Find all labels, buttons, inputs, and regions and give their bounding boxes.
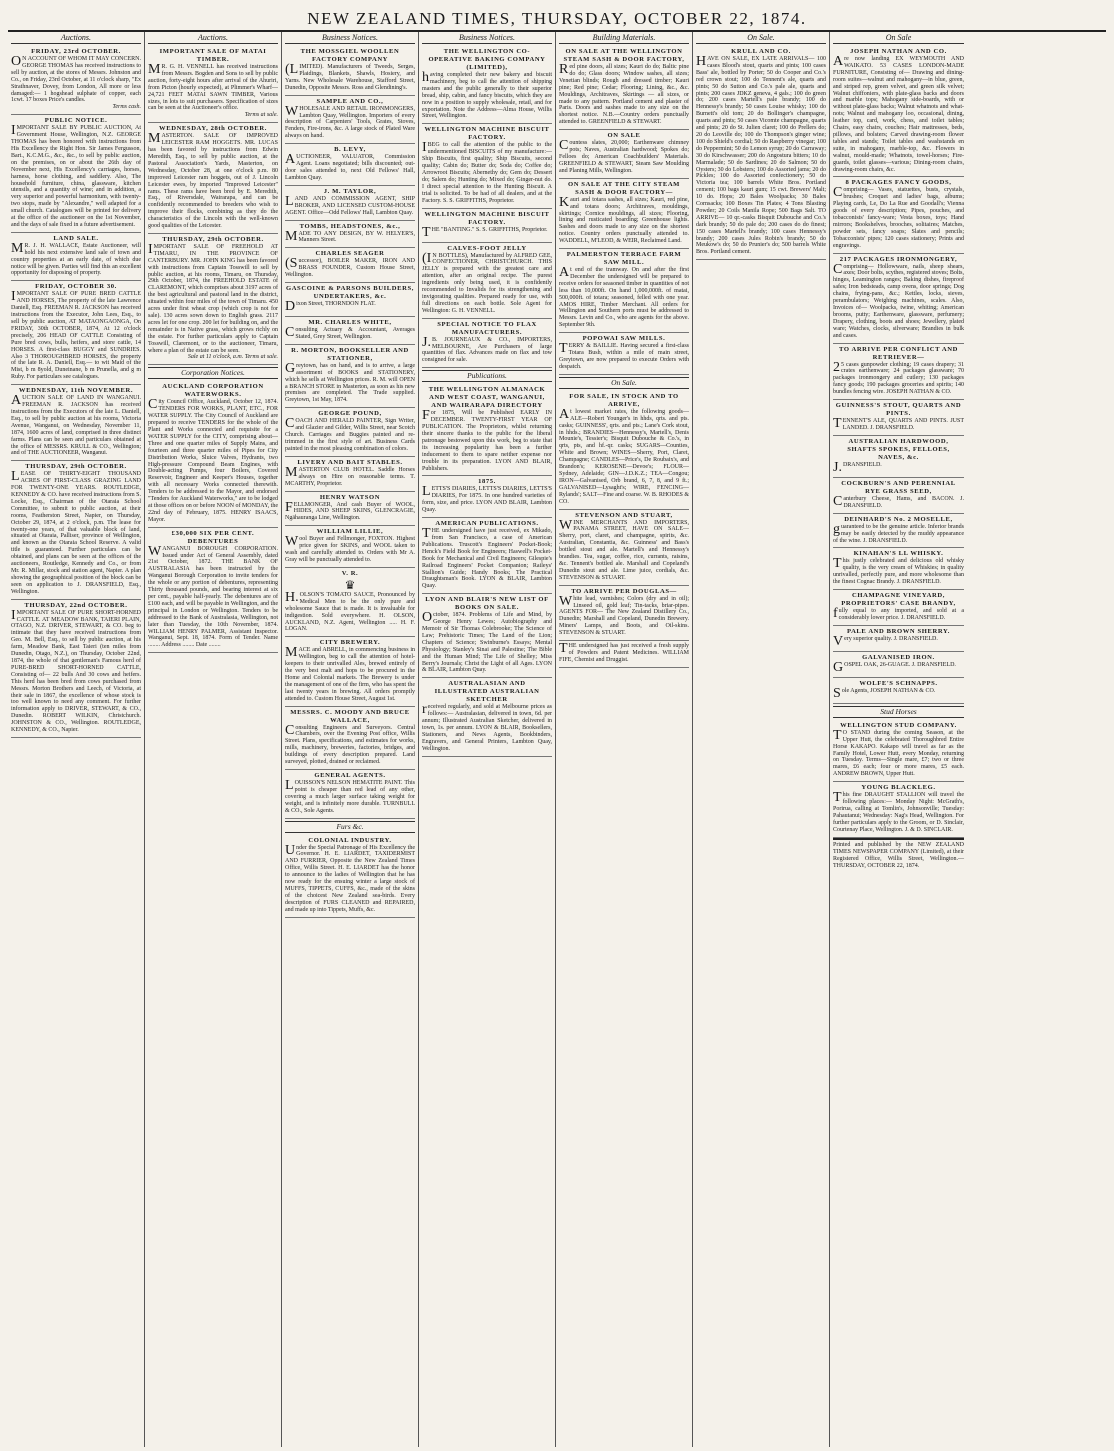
ad-title: WILLIAM LILLIE, [316,528,384,536]
advertisement [148,123,278,234]
advertisement [148,234,278,365]
advertisement [285,835,415,918]
ad-title: STEVENSON AND STUART, [575,511,673,519]
advertisement [285,568,415,637]
ad-body: COACH AND HERALD PAINTER, Sign Writer, and Glazier and Gilder, Willis Street, near Scotch Church. Carriages and Buggies painted and re-trimmed in the first style of art. Business Cards painted in the most pleasing combination of colors. [285,416,415,452]
advertisement [833,514,964,549]
advertisement [422,46,552,124]
advertisement [833,46,964,177]
printer-imprint: Printed and published by the NEW ZEALAND TIMES NEWSPAPER COMPANY (Limited), at their Registered Office, Willis Street, Wellington.—THURSDAY, OCTOBER 22, 1874. [833,838,964,870]
advertisement [833,590,964,626]
advertisement [833,254,964,344]
ad-body: TENNENT'S ALE, QUARTS AND PINTS. JUST LANDED. J. DRANSFIELD. [833,416,964,432]
column-6 [693,32,830,1447]
ad-title: ON SALE AT THE WELLINGTON STEAM SASH & DOOR FACTORY, [563,48,685,63]
ad-title: PUBLIC NOTICE. [44,117,108,125]
advertisement [559,46,689,130]
advertisement [285,46,415,96]
ad-body: For 1875, Will be Published EARLY IN DECEMBER. TWENTY-FIRST YEAR OF PUBLICATION. The Proprietors, whilst returning their sincere thanks to the public for the liberal patronage bestowed upon this work, beg to state that its increasing popularity has been a further inducement to them to spare neither expense nor trouble in its preparation. LYON AND BLAIR, Publishers. [422,408,552,472]
advertisement [559,249,689,333]
ad-title: COLONIAL INDUSTRY. [308,836,392,844]
ad-title: TO ARRIVE PER CONFLICT AND RETRIEVER— [838,345,959,361]
ad-title: ON SALE AT THE CITY STEAM SASH & DOOR FACTORY— [567,180,681,196]
ad-title: GALVANISED IRON. [862,653,935,661]
column-heading: On Sale. [696,32,826,44]
ad-body: J.DRANSFIELD. [833,459,882,475]
ad-body: AUCTION SALE OF LAND IN WANGANUI. FREEMAN R. JACKSON has received instructions from the Executors of the late L. Daniell, Esq., to sell by public auction at his rooms, Victoria Avenue, Wanganui, on Wednesday, November 11, 1874, 1600 acres of land, comprised in three distinct farms. Plans can be seen and particulars obtained at the office of MESSRS. KRULL & CO., Wellington; and of THE AUCTIONEER, Wanganui. [11,393,141,457]
ad-title: THURSDAY, 22nd OCTOBER. [24,601,128,609]
ad-title: LIVERY AND BAIT STABLES. [297,458,403,466]
ad-title: CHARLES SEAGER [315,250,385,258]
column-3 [282,32,419,1447]
ad-body: FELLMONGER, And cash Buyer of WOOL, HIDES, AND SHEEP SKINS, GLENCRAGIE, Ngāhauranga Line, Wellington. [285,499,415,522]
ad-title: COCKBURN'S AND PERENNIAL RYE GRASS SEED, [841,479,956,495]
advertisement [285,457,415,492]
ad-title: JOSEPH NATHAN AND CO. [850,48,947,55]
ad-title: LAND SALE. [53,234,99,242]
ad-title: HENRY WATSON [319,493,381,501]
ad-title: B. LEVY, [334,146,366,154]
advertisement [422,209,552,243]
ad-body: MR. G. H. VENNELL has received instructions from Messrs. Bogden and Sons to sell by public auction, forty-eight hours after arrival of the Ahuriri, from Picton (hourly expected), at Plimmer's Wharf— 24,721 FEET MATAI SAWN TIMBER, Various sizes, in lots to suit purchasers. Specification of sizes can be seen at the Auctioneer's office. [148,62,278,112]
column-4 [419,32,556,1447]
ad-title: R. MORTON, BOOKSELLER AND STATIONER, [291,346,409,362]
advertisement [285,408,415,457]
ad-body: THE undersigned has just received a fresh supply of Powders and Patent Medicines. WILLIAM FIFE, Chemist and Druggist. [559,641,689,663]
ad-title: 8 PACKAGES FANCY GOODS, [845,179,952,187]
ad-body: Comprising— Hollowware, nails, sheep shears, axes; Door bolts, scythes, registered stoves; Bolts, hinges, Leamington ranges; Baking dishes, fireproof safes; Iron bedsteads, camp ovens, door springs; Dog chains, frying-pans, &c.; Kettles, locks, sieves, perambulators; Weighing machines, scales. Also, Invoices of— Woolpacks, twine, whiting; American brooms, putty; Earthenware, glassware, perfumery; Drapery, clothing, boots and shoes; Jewellery, plated ware; Watches, clocks, silverware; Brandies in bulk and cases. [833,261,964,339]
ad-title: WEDNESDAY, 11th NOVEMBER. [18,387,134,395]
ad-title: IMPORTANT SALE OF MATAI TIMBER. [159,48,267,63]
ad-title: KINAHAN'S LL WHISKY. [853,550,944,558]
ad-body: WINE MERCHANTS AND IMPORTERS, PANAMA STREET, HAVE ON SALE— Sherry, port, claret, and champagne, spirits, &c. Australian, Constantia, &c. Guinness' and Bass's bottled stout and ale. Martell's and Hennessy's brandies. Tea, sugar, coffee, rice, currants, raisins, &c. Tennent's bottled ale. Marshall and Copeland's Dunedin stout and ale. Lime juice, cordials, &c. STEVENSON & STUART. [559,517,689,581]
ad-body: LOUISSON'S NELSON HEMATITE PAINT. This point is cheaper than red lead of any other, covering a much larger surface taking weight for weight, and is infinitely more durable. TURNBULL & CO., Sole Agents. [285,778,415,814]
ad-body: Red pine doors, all sizes; Kauri do do; Baltic pine do do; Glass doors; Window sashes, all sizes; Venetian blinds; Rough and dressed timber; Kauri pine; Red pine; Cedar; Flooring; Lining, &c., &c. Mouldings, Architraves, Skirtings — all sizes, or made to any pattern. Portland cement and plaster of Paris. Doors and sashes made to any size on the shortest notice. N.B.—Country orders punctually attended to. GREENFIELD & STEWART. [559,62,689,126]
ad-title: THE MOSSGIEL WOOLLEN FACTORY COMPANY [300,48,400,63]
ad-body: AUCTIONEER, VALUATOR, Commission Agent. Loans negotiated; bills discounted; out-door sales attended to, next Old Fellows' Hall, Lambton Quay. [285,152,415,181]
masthead: NEW ZEALAND TIMES, THURSDAY, OCTOBER 22, 1874. [8,8,1106,32]
section-heading: Furs &c. [285,821,415,833]
ad-body: This fine DRAUGHT STALLION will travel the following places:— Monday Night: McGrath's, Porirua, calling at Tomlin's, Johnsonville; Tuesday: Pahautanui; Wednesday: Nag's Head, Wellington. For further particulars apply to the Groom, or D. Sinclair, Courtenay Place, Wellington. J. & D. SINCLAIR. [833,790,964,833]
ad-title: THE WELLINGTON CO-OPERATIVE BAKING COMPANY (LIMITED), [428,48,546,71]
ad-body: ON ACCOUNT OF WHOM IT MAY CONCERN. GEORGE THOMAS has received instructions to sell by auction, at the stores of Messrs. Johnston and Co., on Friday, 23rd October, at 11 o'clock sharp, "Ex Strathnaver, Dovey, from London, All more or less damaged:— 1 hogshead sulphate of copper, each 1cwt. 17 boxes Price's candles. [11,54,141,104]
ad-body: Consulting Engineers and Surveyors. Central Chambers, over the Evening Post office, Willis Street. Plans, specifications, and estimates for works, mills, machinery, breweries, factories, bridges, and buildings of every description prepared. Land surveyed, plotted, drained or reclaimed. [285,722,415,766]
advertisement [285,144,415,186]
advertisement [559,130,689,179]
column-heading: On Sale [833,32,964,44]
ad-body: IBEG to call the attention of the public to the undermentioned BISCUITS of my manufacture:— Ship Biscuits, first quality; Ship Biscuits, second quality; Cabin do; Butter do; Soda do; Coffee do; Arrowroot Biscuits; Abernethy do; Gem do; Dessert do; Salem do; Hunting do; Mixed do; Ginger-nut do. I direct special attention to the Hunting Biscuit. A trial is solicited. To be had of all dealers, and at the Factory. S. S. GRIFFITHS, Proprietor. [422,140,552,204]
advertisement [833,436,964,478]
ad-body: Are now landing EX WEYMOUTH AND WAIKATO. 53 CASES LONDON-MADE FURNITURE, Consisting of— Drawing and dining-room suites—walnut and mahogany—in blue, green, and striped rep, green velvet, and green silk velvet; Walnut chiffoniers, with plate-glass backs and doors and marble tops; Mahogany side-boards, with or without plate-glass backs; Walnut whatnots and what-nots; Walnut and mahogany loo, occasional, dining, leather top, card, work, chess, and toilet tables; Chairs, easy chairs, couches; Hair mattresses, beds, pillows, and bolsters; Carved drawing-room flower tables and stands; Toilet tables and washstands en suite, in mahogany, marble-top, &c. Flowers in walnut, mould-made; Whatnots, towel-horses; Fire-guards, toilet glasses—various; Dining-room chairs, drawing-room chairs, &c. [833,54,964,173]
advertisement [11,46,141,115]
advertisement [11,115,141,233]
ad-body: Wool Buyer and Fellmonger, FOXTON. Highest price given for SKINS, and WOOL taken to wash and carefully attended to. Orders with Mr A. Gray will be punctually attended to. [285,534,415,563]
ad-title: V. R. [341,569,359,577]
section-heading: Stud Horses [833,706,964,718]
ad-body: MADE TO ANY DESIGN, BY W. HELYER'S, Manners Street. [285,228,415,244]
column-heading: Building Materials. [559,32,689,44]
ad-title: POPOWAI SAW MILLS. [582,335,666,343]
ad-title: FRIDAY, OCTOBER 30. [35,283,117,291]
advertisement [285,96,415,145]
ad-title: CHAMPAGNE VINEYARD, PROPRIETORS' CASE BRANDY, [841,592,956,608]
advertisement [422,124,552,208]
ad-title: WELLINGTON STUD COMPANY. [840,721,957,729]
advertisement [11,281,141,385]
advertisement [285,492,415,527]
advertisement [696,46,826,260]
ad-body: fully equal to any imported, and sold at a considerably lower price. J. DRANSFIELD. [833,606,964,622]
advertisement [285,637,415,706]
ad-body: MASTERTON. SALE OF IMPROVED LEICESTER RAM HOGGETS. MR. LUCAS has been favored by instructions from Edwin Meredith, Esq., to sell by public auction, at the Pastoral Association's Yards, Masterton, on Wednesday, October 28, at one o'clock p.m. 80 improved Leicester ram hoggets, out of J. Lincoln Leicester ewes, by imported "Improved Leicester" rams. These rams have been bred by E. Meredith, Esq., of Riversdale, Wairarapa, and can be confidently recommended to breeders who wish to improve their flocks, combining as they do the characteristics of the Lincoln with the well-known good qualities of the Leicester. [148,131,278,230]
ad-body: TERRY & BAILLIE. Having secured a first-class Totara Bush, within a mile of main street, Greytown, are now prepared to execute Orders with despatch. [559,341,689,370]
ad-body: Under the Special Patronage of His Excellency the Governor. H. E. LIARDET, TAXIDERMIST AND FURRIER, Opposite the New Zealand Times Office, Willis Street. H. E. LIARDET has the honor to announce to the ladies of Wellington that he has now ready for the ensuing winter a large stock of MUFFS, TIPPETS, CUFFS, &c., made of the skins of the choicest New Zealand sea-birds. Every description of FURS CLEANED and REPAIRED, and made up into Tippets, Muffs, &c. [285,842,415,913]
ad-body: At lowest market rates, the following goods— ALE—Robert Younger's in hhds, qrts. and pts. casks; GUINNESS', qrts. and pts.; Lane's Cork stout, in hhds.; BRANDIES—Hennessy's, Martell's, Denis Mounie's, Tessier's; Bisquit Dubouche & Co.'s, in qrts, pts, and hf.-qr. casks; SUGARS—Counties, White and Brown; WINES—Sherry, Port, Claret, Champagne; CANDLES—Price's, De Roubaix's, and Brandon's; KEROSENE—Devoe's; FLOUR—Sydney, Adelaide; GIN—J.D.K.Z.; TEA—Congou; IRON—Galvanised, Orb brand, 6, 7, 8, and 9 ft.; GALVANISED—Lysaght's; WIRE, FENCING—Rylands'; SALT—Fine and coarse. W. B. RHODES & CO. [559,406,689,505]
ad-title: THE WELLINGTON ALMANACK AND WEST COAST, WANGANUI, AND WAIRARAPA DIRECTORY [428,386,546,410]
ad-title: GUINNESS'S STOUT, QUARTS AND PINTS. [835,402,962,418]
advertisement [422,678,552,756]
ad-signature: Terms at sale. [244,112,278,119]
ad-body: Comprising— Vases, statuettes, busts, crystals, brushes; Croquet and ladies' bags, albums; Playing cards, Le, Do La Rue and Goodall's; Vienna goods of every description; Pipes, pouches, and tobacconists' fancy-ware; Vesta boxes, toys; Hand mirrors; Bookshelves, brooches, solitaires; Matches, powder sets, fancy soaps; Slates and pencils; Tobacconists' pipes; 120 cases stationery; Prints and engravings. [833,185,964,249]
advertisement [833,678,964,704]
ad-title: J. M. TAYLOR, [323,187,377,195]
advertisement [833,478,964,514]
advertisement [833,652,964,678]
ad-body: LEASE OF THIRTY-EIGHT THOUSAND ACRES OF FIRST-CLASS GRAZING LAND FOR TWENTY-ONE YEARS. ROUTLEDGE, KENNEDY & CO. have received instructions from S. Locke, Esq., Chairman of the Otaraia School Committee, to submit to public auction, at their rooms, Featherston Street, Napier, on Thursday, October 29, 1874, at 2 o'clock, p.m. The lease for twenty-one years, of that valuable block of land, situated at Otaraia, Palliser, province of Wellington, and known as the Otaraia School Reserve. A valid title is guaranteed. Further particulars can be obtained, and plans can be seen at the offices of the auctioneers, Routledge, Kennedy and Co., or from Mr. R. Millar, stock and station agent, Napier. A plan showing the geographical position of the block can be seen on application to J. DRANSFIELD, Esq., Wellington. [11,469,141,595]
advertisement [285,345,415,408]
advertisement [422,518,552,594]
ad-body: LETTS'S DIARIES, LETTS'S DIARIES, LETTS'S DIARIES, For 1875. In one hundred varieties of form, size, and price. LYON AND BLAIR, Lambton Quay. [422,484,552,514]
ad-body: IMPORTANT SALE OF PURE SHORT-HORNED CATTLE. AT MEADOW BANK, TAIERI PLAIN, OTAGO, N.Z. DRIVER, STEWART, & CO. beg to intimate that they have received instructions from Geo. M. Bell, Esq., to sell by public auction, at his farm, Meadow Bank, East Taieri (ten miles from Dunedin, Otago, N.Z.), on Thursday, October 22nd, 1874, the whole of that gentleman's Famous herd of PURE-BRED SHORT-HORNED CATTLE, Consisting of— 22 bulls And 30 cows and heifers. This herd has been bred from cows purchased from Messrs. Morton Brothers and Leech, of Victoria, at their sale in 1867, the excellence of whose stock is too well known to need any comment. For further information apply to DRIVER, STEWART, & CO., Dunedin. ROBERT WILKIN, Christchurch. JOHNSTON & CO., Wellington. ROUTLEDGE, KENNEDY, & CO., Napier. [11,607,141,734]
section-heading: Corporation Notices. [148,367,278,379]
ad-title: DEINHARD'S No. 2 MOSELLE, [844,515,953,523]
ad-title: GASCOINE & PARSONS BUILDERS, UNDERTAKERS, &c. [285,285,415,301]
ad-body: (IN BOTTLES), Manufactured by ALFRED GEE, CONFECTIONER, CHRISTCHURCH. THIS JELLY is prepared with the greatest care and attention, after an original recipe. The purest ingredients only being used, it is confidently recommended to Invalids for its strengthening and invigorating qualities. Prepared ready for use, with full directions on each bottle. Sole Agent for Wellington: G. H. VENNELL. [422,250,552,314]
ad-body: guaranteed to be the genuine article. Inferior brands may be easily detected by the muddy appearance of the wine. J. DRANSFIELD. [833,521,964,544]
advertisement [422,384,552,476]
advertisement [833,626,964,652]
advertisement [833,177,964,253]
advertisement [285,770,415,819]
ad-body: WANGANUI BOROUGH CORPORATION. Issued under Act of General Assembly, dated 21st October, 1872. THE BANK OF AUSTRALASIA has been instructed by the Wanganui Borough Corporation to invite tenders for the whole or any portion of debentures, representing Thirty thousand pounds, and bearing interest at six per cent., payable half-yearly. The debentures are of £100 each, and will be payable in Wellington, and the principal in London or Wellington. Tenders to be addressed to the Bank of Australasia, Wellington, not later than Tuesday, the 10th November, 1874. WILLIAM HENRY PALMER, Assistant Inspector. Wanganui, Sept. 18, 1874. Form of Tender. Name ........ Address ........ Date ........ [148,543,278,649]
advertisement [833,344,964,401]
ad-body: MASTERTON CLUB HOTEL. Saddle Horses always on Hire on reasonable terms. T. MCARTHY, Proprietor. [285,464,415,487]
advertisement [422,476,552,518]
ad-title: 1875. [478,478,496,486]
ad-body: THE "BANTING." S. S. GRIFFITHS, Proprietor. [422,224,548,240]
ad-body: City Council Office, Auckland, October 12, 1874. TENDERS FOR WORKS, PLANT, ETC., FOR WATER SUPPLY. The City Council of Auckland are prepared to receive TENDERS for the whole of the Plant and Works connected and requisite for a WATER SUPPLY for the CITY, comprising about—Three and one quarter miles of Supply Mains, and fourteen and three quarter miles of Pipes for City Distribution Works, Sluice Valves, Hydrants, two High-pressure Compound Beam Engines, with Double-acting Pumps, four Boilers, Covered Reservoir, Engineer and Keeper's Houses, together with all necessary Works connected therewith. Tenders to be addressed to the Mayor, and endorsed "Tenders for Auckland Waterworks," are to be lodged at those offices on or before NOON of MONDAY, the 22nd day of February, 1875. HENRY ISAACS, Mayor. [148,397,278,523]
ad-title: MR. CHARLES WHITE, [308,319,392,327]
ad-title: FRIDAY, 23rd OCTOBER. [31,48,121,55]
ad-body: White lead, varnishes; Colors (dry and in oil); Linseed oil, gold leaf; Tin-tacks, briar-pipes. AGENTS FOR— The New Zealand Distillery Co., Dunedin; Marshall and Copeland, Dunedin Brewery. Miners' Lamps, and Boots, and Oil-skins. STEVENSON & STUART. [559,593,689,637]
section-heading: On Sale. [559,377,689,389]
ad-body: October, 1874. Problems of Life and Mind, by George Henry Lewes; Autobiography and Memoir of Sir Thomas Colebrooke; The Science of Law; Prehistoric Times; The Land of the Lion; Chapters of Science; Swinburne's Essays; Mental Physiology; Stanley's Sinai and Palestine; The Bible and the Human Mind; The Life of Shelley; Miss Berry's Journals; Christ the Light of all Ages. LYON & BLAIR, Lambton Quay. [422,610,552,674]
advertisement [559,333,689,375]
advertisement [285,283,415,317]
ad-body: At end of the tramway. On and after the first December the undersigned will be prepared to receive orders for seasoned timber in quantities of not less than 10,000ft. On hand 1,000,000ft. of matai, 500,000ft. of totara; seasoned, felled with one year. AMOS HIRE, Timber Merchant. All orders for Wellington and Southern ports must be addressed to Messrs. Levin and Co., who are agents for the above. September 9th. [559,265,689,329]
advertisement [285,248,415,283]
ad-title: SAMPLE AND CO., [316,97,384,105]
ad-body: HAVE ON SALE, EX LATE ARRIVALS— 100 cases Blood's stout, quarts and pints; 100 cases Bass' ale, bottled by Porter; 50 do Cooper and Co.'s red crown stout; 100 do Tennent's ale, quarts and pints; 50 do Sutton and Co.'s pale ale, quarts and pints; 200 cases JDKZ geneva, 4 gals.; 100 do green do; 200 cases Martell's pale brandy; 100 do Hennessy's brandy; 50 cases Louise whisky; 100 do Burnett's old tom; 20 do Bollinger's champagne, quarts and pints; 50 cases Vicomte champagne, quarts and pints; 20 do St. Julien claret; 100 do Prellers do; 20 do Leoville do; 100 do Thompson's ginger wine; 100 do Shield's cordial; 50 do Raspberry vinegar; 100 do Peppermint; 50 do Lemon syrup; 20 do Carraway; 30 do Kirschwasser; 200 do Angostura bitters; 10 do Marmalade; 50 do Sardines; 20 do Salmon; 50 do Oysters; 30 do Lobsters; 100 do Assorted jams; 20 do Pickles; 100 do Assorted confectionery; 50 do Victoria tea; 100 barrels White Bros. Portland cement; 100 bags kauri gum; 15 cwt. Brewers' Malt; 10 do. Hops; 20 Bales Woolpacks; 30 Bales Cornsacks; 100 Boxes Tin Plates; 4 Tons Blasting Powder; 20 Coils Manila Rope; 500 Bags Salt. TO ARRIVE— 10 qr.-casks Bisquit Dubouche and Co.'s dark brandy; 50 do pale do; 200 cases do do finest; 150 cases Martell's brandy; 100 cases Hennessy's brandy; 200 cases Jules Robin's brandy; 50 do Meukow's do; 50 do Prunier's do; 500 barrels White Bros. Portland cement. [696,54,826,256]
advertisement [285,221,415,249]
ad-title: WELLINGTON MACHINE BISCUIT FACTORY. [424,126,550,142]
ad-title: GENERAL AGENTS. [314,772,386,779]
ad-title: TO ARRIVE PER DOUGLAS— [571,587,677,595]
advertisement [559,510,689,586]
ad-body: WHOLESALE AND RETAIL IRONMONGERS, Lambton Quay, Wellington. Importers of every description of Carpenters' Tools, Grates, Stoves, Fenders, Fire-irons, &c. A large stock of Plated Ware always on hand. [285,103,415,140]
advertisement [559,641,689,668]
advertisement [148,46,278,123]
ad-title: 217 PACKAGES IRONMONGERY, [839,255,958,263]
column-heading: Auctions. [11,32,141,44]
ad-title: ON SALE [607,132,641,140]
ad-body: Very superior quality. J. DRANSFIELD. [833,633,938,649]
ad-body: TO STAND during the coming Season, at the Upper Hutt, the celebrated Thoroughbred Entire Horse KAKAPO. Kakapo will travel as far as the Family Hotel, Lower Hutt, every Monday, returning on Tuesday. Terms—Single mare, £7; two or three mares, £6 each; four or more mares, £5 each. ANDREW BROWN, Upper Hutt. [833,727,964,778]
ad-body: IMPORTANT SALE OF FREEHOLD AT TIMARU, IN THE PROVINCE OF CANTERBURY. MR. JOHN KING has been favored with instructions from Captain Tosswill to sell by public auction, at his rooms, Timaru, on Thursday, 29th October, 1874, the FREEHOLD ESTATE of CLAREMONT, which comprises about 3197 acres of the best agricultural and pastoral land in the district, situated within four miles of the town of Timaru. 450 acres under first wheat crop (which crop is not for sale). 130 acres sown down to English grass. 2117 acres let for one crop. 200 let for building on, and the remainder is in Native grass, which grows richly on the estate. For further particulars apply to Captain Tosswill, Claremont, or to the auctioneer, Timaru, where a plan of the estate can be seen. [148,241,278,354]
column-5 [556,32,693,1447]
ad-body: LAND AND COMMISSION AGENT, SHIP BROKER, AND LICENSED CUSTOM-HOUSE AGENT. Office—Odd Fellows' Hall, Lambton Quay. [285,193,415,216]
ad-title: CALVES-FOOT JELLY [447,244,527,252]
ad-body: having completed their new bakery and biscuit machinery, beg to call the attention of shipping masters and the public generally to their superior bread, ship, cabin, and fancy biscuits, which they are now in a position to supply wholesale, retail, and for exportation. Note the Address—Alma House, Willis Street, Wellington. [422,70,552,120]
ad-body: (Successor), BOILER MAKER, IRON AND BRASS FOUNDER, Custom House Street, Wellington. [285,256,415,279]
ad-body: Countess slates, 20,000; Earthenware chimney pots; Naves, Australian hardwood; Spokes do; Felloes do; American Coachbuilders' Materials. GREENFIELD & STEWART, Steam Saw Moulding and Planing Mills, Wellington. [559,138,689,174]
ad-body: Dixon Street, THORNDON FLAT. [285,299,376,315]
advertisement [422,319,552,369]
advertisement [559,586,689,641]
ad-body: received regularly, and sold at Melbourne prices as follows:— Australasian, delivered in town, 6d. per annum; Illustrated Australian Sketcher, delivered in town, 1s. per annum. LYON & BLAIR, Booksellers, Stationers, and News Agents, Bookbinders, Engravers, and General Printers, Lambton Quay, Wellington. [422,702,552,752]
ad-title: AUSTRALASIAN AND ILLUSTRATED AUSTRALIAN SKETCHER [434,680,540,704]
ad-body: Greytown, has on hand, and is to arrive, a large assortment of BOOKS and STATIONERY, which he sells at Wellington prices. R. M. will OPEN a BRANCH STORE in Masterton, as soon as his new premises are completed. The Trade supplied. Greytown, 1st May, 1874. [285,360,415,404]
advertisement [11,233,141,282]
ad-body: Kauri and totara sashes, all sizes; Kauri, red pine, and totara doors; Architraves, mouldings, skirtings; Cornice mouldings, all sizes; Flooring, lining and rusticated boarding; Greenhouse lights. Sashes and doors made to any size on the shortest notice. Country orders punctually attended to. WADDELL, M'LEOD, & WEIR, Reclaimed Land. [559,194,689,245]
ad-body: This justly celebrated and delicious old whisky quality, is the very cream of Whiskies; in quality unrivalled, perfectly pure, and more wholesome than the finest Cognac Brandy. J. DRANSFIELD. [833,556,964,586]
ad-title: THURSDAY, 29th OCTOBER. [25,463,127,471]
columns [8,32,1106,1447]
advertisement [833,548,964,590]
advertisement [285,317,415,345]
column-heading: Business Notices. [285,32,415,44]
ad-body: 25 cases gunpowder clothing; 19 cases drapery; 31 crates earthenware; 24 packages glassware; 70 packages ironmongery and cutlery; 130 packages fancy goods; 190 packages groceries and spirits; 140 bundles fencing wire. JOSEPH NATHAN & CO. [833,359,964,396]
ad-title: YOUNG BLACKLEG. [861,784,936,792]
column-2 [145,32,282,1447]
ad-title: £30,000 SIX PER CENT. DEBENTURES [171,529,255,545]
ad-title: LYON AND BLAIR'S NEW LIST OF BOOKS ON SALE. [425,596,549,612]
ad-body: Canterbury Cheese, Hams, and BACON. J. DRANSFIELD. [833,493,964,509]
ad-title: CITY BREWERY. [319,639,381,647]
ad-body: J.B. JOURNEAUX & CO., IMPORTERS, MELBOURNE, Are Purchasers of large quantities of flax. Advances made on flax and tow consigned for sale. [422,334,552,364]
ad-title: MESSRS. C. MOODY AND BRUCE WALLACE, [290,708,410,724]
ad-title: GEORGE POUND, [318,410,382,418]
ad-body: H.OLSON'S TOMATO SAUCE, Pronounced by Medical Men to be the only pure and wholesome Sauce that is made. It is invaluable for indigestion. Sold everywhere. H. OLSON, AUCKLAND, N.Z. Agent, Wellington ..... H. F. LOGAN. [285,589,415,633]
advertisement [559,179,689,249]
advertisement [148,528,278,654]
advertisement [11,461,141,599]
advertisement [148,381,278,527]
ad-title: WELLINGTON MACHINE BISCUIT FACTORY. [424,210,550,226]
advertisement [833,720,964,782]
advertisement [559,391,689,510]
ad-body: (LIMITED). Manufacturers of Tweeds, Serges, Plaidings, Blankets, Shawls, Hosiery, and Yarns. New Wholesale Warehouse, Stafford Street, Dunedin, Opposite Messrs. Ross and Glendining's. [285,62,415,91]
ad-title: PALE AND BROWN SHERRY. [846,627,951,635]
ad-title: TOMBS, HEADSTONES, &c., [299,222,401,230]
ad-signature: Sale at 11 o'clock, a.m. Terms at sale. [187,354,278,361]
ad-title: WEDNESDAY, 28th OCTOBER. [159,125,267,133]
ad-body: MACE and ABRELL, in commencing business in Wellington, beg to call the attention of hotel-keepers to their unrivalled Ales, brewed entirely of the very best malt and hops to be procured in the Home and Colonial markets. The Brewery is under the management of one of the firm, who has spent the last twenty years in brewing. All orders promptly attended to. Custom House Street, August 1st. [285,645,415,702]
ad-body: GOSPEL OAK, 26-GUAGE. J. DRANSFIELD. [833,659,956,675]
ad-title: AMERICAN PUBLICATIONS. [435,520,539,528]
advertisement [422,243,552,319]
ad-title: WOLFE'S SCHNAPPS. [859,679,938,687]
advertisement [11,385,141,461]
advertisement [422,594,552,678]
section-heading: Publications. [422,370,552,382]
ad-body: Consulting Actuary & Accountant, Averages Stated, Grey Street, Wellington. [285,325,415,341]
ad-title: AUSTRALIAN HARDWOOD, SHAFTS SPOKES, FELLOES, NAVES, &c. [847,437,950,461]
ad-title: SPECIAL NOTICE TO FLAX MANUFACTURERS. [437,320,537,336]
advertisement [285,186,415,221]
advertisement [833,400,964,436]
column-heading: Business Notices. [422,32,552,44]
ad-body: MR. J. H. WALLACE, Estate Auctioneer, will hold his next extensive land sale of town and country properties at an early date, of which due notice will be given. Parties will find this an excellent opportunity for disposing of property. [11,240,141,277]
advertisement [833,782,964,837]
advertisement [285,707,415,770]
column-heading: Auctions. [148,32,278,44]
advertisement [11,600,141,738]
ad-title: KRULL AND CO. [731,48,791,55]
ad-title: AUCKLAND CORPORATION WATERWORKS. [162,383,264,399]
ad-title: THURSDAY, 29th OCTOBER. [162,235,264,243]
ad-title: PALMERSTON TERRACE FARM SAW MILL. [566,251,682,267]
column-1 [8,32,145,1447]
advertisement [285,526,415,568]
column-7 [830,32,967,1447]
ad-body: IMPORTANT SALE OF PURE BRED CATTLE AND HORSES, The property of the late Lawrence Daniell, Esq. FREEMAN R. JACKSON has received instructions from the Executor, John Lees, Esq., to sell by public auction, AT MATAONGAONGA, On FRIDAY, 30th OCTOBER, 1874, At 12 o'clock precisely, 206 HEAD OF CATTLE Consisting of Pure bred cows, bulls, heifers, and store cattle, 14 HORSES. A first-class BUGGY and SUNDRIES. Also 3 THOROUGHBRED HORSES, the property of the late R. A. Daniell, Esq.— to wit Maid of the Mist, b m 8yold, Duneinane, b m Prunella, and g m Ruby. For particulars see catalogues. [11,289,141,381]
ad-title: FOR SALE, IN STOCK AND TO ARRIVE, [569,392,679,408]
ad-body: IMPORTANT SALE BY PUBLIC AUCTION, At Government House, Wellington, N.Z. GEORGE THOMAS has been honored with instructions from His Excellency the Right Hon. Sir James Fergusson, Bart., K.C.M.G., &c., &c., to sell by public auction, on the premises, on or about the 26th day of November next, His Excellency's carriages, horses, harness, horse clothing, and saddlery. Also, The household furniture, china, glassware, kitchen utensils, and a quantity of wine; and in addition, a very superior and powerful harmonium, with twenty-two stops, made by "Alexandre," well adapted for a small church. Catalogues will be printed for delivery at the office of the auctioneer on the 1st November, and the days of sale fixed in a future advertisement. [11,123,141,228]
ad-body: THE undersigned have just received, ex Mikado, from San Francisco, a case of American Publications. Truscott's Engineers' Pocket-Book; Henck's Field Book for Engineers; Haswell's Pocket-Book for Mechanical and Civil Engineers; Gilespie's Railroad Engineers' Pocket Companion; Raileys' Stallion's Guide; Handy Books; The Practical Draughtsman's Book. LYON & BLAIR, Lambton Quay. [422,526,552,590]
ad-body: Sole Agents, JOSEPH NATHAN & CO. [833,685,936,701]
ad-signature: Terms cash. [112,104,141,111]
royal-crest-icon: ♛ [344,577,356,592]
